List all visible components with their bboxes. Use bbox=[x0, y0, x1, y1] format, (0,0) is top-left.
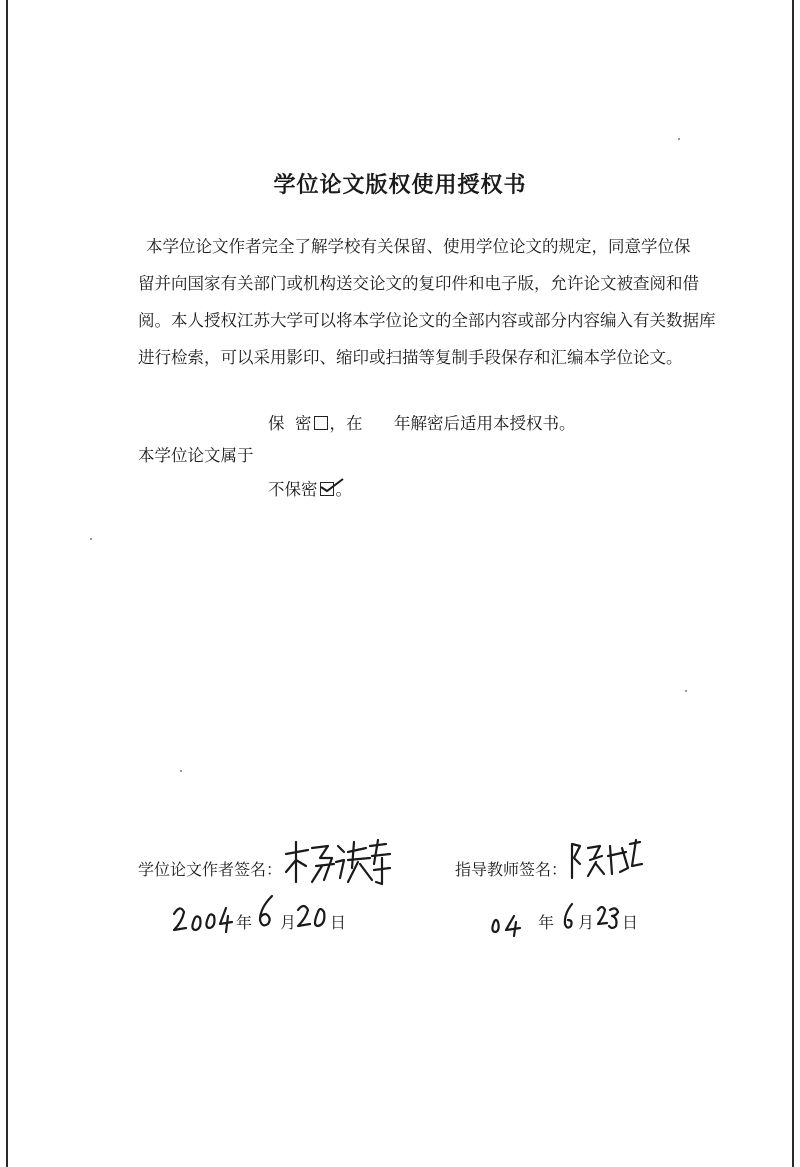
scan-speck bbox=[180, 770, 182, 772]
scan-speck bbox=[685, 690, 687, 692]
secret-option bbox=[268, 410, 575, 434]
secret-checkbox[interactable] bbox=[314, 416, 328, 430]
body-text: 留并向国家有关部门或机构送交论文的复印件和电子版，允许论文被查阅和借 bbox=[138, 274, 699, 293]
body-line-2 bbox=[138, 270, 699, 294]
advisor-signature-label: 指导教师签名： bbox=[455, 860, 568, 879]
advisor-handwritten-signature bbox=[566, 838, 646, 882]
author-date-year-handwritten bbox=[172, 902, 234, 936]
advisor-date-month-char: 月 bbox=[578, 913, 595, 932]
author-date-month-char: 月 bbox=[280, 913, 297, 932]
author-date-month-handwritten bbox=[256, 894, 278, 930]
author-date-year-char: 年 bbox=[236, 913, 253, 932]
body-text: 本学位论文作者完全了解学校有关保留、使用学位论文的规定，同意学位保 bbox=[146, 237, 691, 256]
not-secret-option bbox=[268, 476, 352, 500]
advisor-date-year-handwritten bbox=[488, 914, 524, 938]
not-secret-checkbox[interactable] bbox=[320, 482, 334, 496]
advisor-date-month-handwritten bbox=[562, 902, 576, 932]
page-title: 学位论文版权使用授权书 bbox=[273, 173, 527, 198]
belongs-label: 本学位论文属于 bbox=[138, 446, 254, 465]
body-line-4 bbox=[138, 344, 683, 368]
advisor-date-day-handwritten bbox=[596, 904, 620, 932]
body-line-1 bbox=[146, 233, 691, 257]
not-secret-suffix: 。 bbox=[335, 480, 352, 499]
author-handwritten-signature bbox=[282, 838, 392, 890]
scan-speck bbox=[90, 538, 92, 540]
secret-suffix: ，在 年解密后适用本授权书。 bbox=[329, 414, 576, 433]
scan-speck bbox=[678, 138, 680, 140]
belongs-label-line bbox=[138, 442, 254, 466]
not-secret-label: 不保密 bbox=[268, 480, 318, 499]
author-date-day-char: 日 bbox=[330, 913, 347, 932]
author-date-day-handwritten bbox=[296, 902, 328, 932]
secret-label: 保 密 bbox=[268, 414, 312, 433]
body-line-3 bbox=[138, 307, 716, 331]
check-mark-icon bbox=[319, 477, 345, 497]
advisor-date-day-char: 日 bbox=[622, 913, 639, 932]
advisor-date-year-char: 年 bbox=[538, 913, 555, 932]
author-signature-label: 学位论文作者签名： bbox=[138, 860, 283, 879]
body-text: 进行检索，可以采用影印、缩印或扫描等复制手段保存和汇编本学位论文。 bbox=[138, 348, 683, 367]
body-text: 阅。本人授权江苏大学可以将本学位论文的全部内容或部分内容编入有关数据库 bbox=[138, 311, 716, 330]
